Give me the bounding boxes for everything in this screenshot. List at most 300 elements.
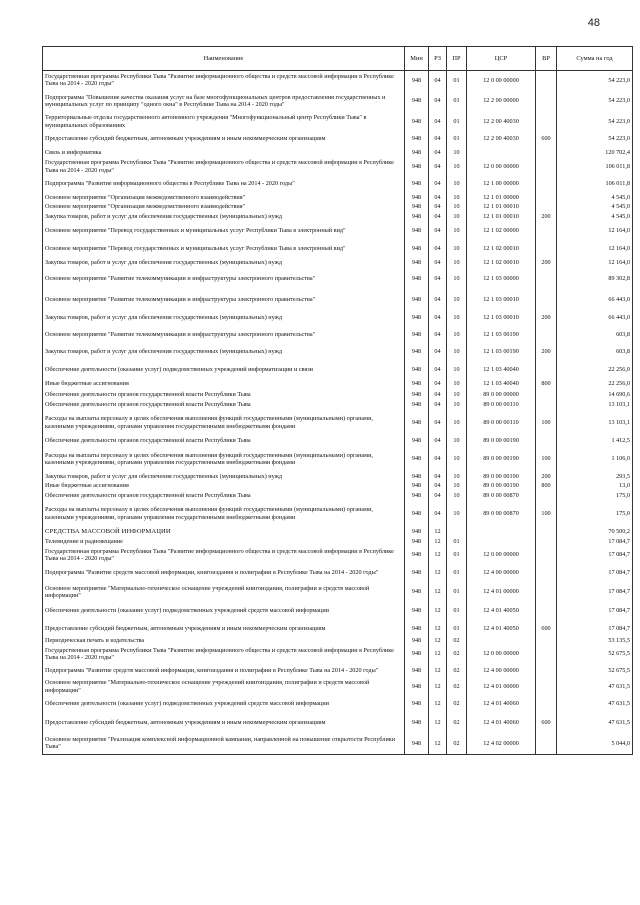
cell-csr: 89 0 00 00190: [467, 447, 536, 472]
cell-sum: 54 223,0: [557, 131, 633, 148]
cell-min: 948: [405, 602, 429, 621]
cell-csr: 12 4 01 40050: [467, 602, 536, 621]
cell-pr: 10: [447, 491, 467, 501]
cell-pr: 10: [447, 291, 467, 310]
table-row: [43, 537, 633, 547]
cell-sum: 603,8: [557, 327, 633, 344]
table-row: [43, 646, 633, 663]
table-row: [43, 447, 633, 472]
cell-rz: 04: [429, 491, 447, 501]
cell-sum: 54 223,0: [557, 113, 633, 131]
cell-rz: 04: [429, 436, 447, 447]
cell-name: СРЕДСТВА МАССОВОЙ ИНФОРМАЦИИ: [43, 527, 405, 537]
table-row: [43, 176, 633, 193]
cell-sum: 4 545,0: [557, 203, 633, 212]
cell-sum: 17 084,7: [557, 621, 633, 637]
cell-vr: 600: [536, 131, 557, 148]
cell-sum: 17 084,7: [557, 583, 633, 602]
cell-vr: [536, 491, 557, 501]
cell-min: 948: [405, 537, 429, 547]
cell-vr: 200: [536, 212, 557, 222]
cell-vr: [536, 158, 557, 176]
cell-pr: 10: [447, 258, 467, 268]
cell-rz: 04: [429, 193, 447, 203]
table-row: [43, 212, 633, 222]
cell-vr: 600: [536, 713, 557, 733]
cell-min: 948: [405, 310, 429, 327]
cell-pr: 10: [447, 240, 467, 258]
cell-rz: 12: [429, 713, 447, 733]
cell-name: Предоставление субсидий бюджетным, автономным учреждениям и иным некоммерческим организациям: [43, 131, 405, 148]
cell-vr: 100: [536, 501, 557, 527]
cell-pr: 10: [447, 268, 467, 291]
cell-csr: 12 2 00 40030: [467, 131, 536, 148]
cell-pr: 10: [447, 472, 467, 482]
cell-name: Территориальные отделы государственного автономного учреждения "Многофункциональный центр Республики Тыва" в муниципальных образованиях: [43, 113, 405, 131]
cell-min: 948: [405, 547, 429, 564]
cell-pr: 10: [447, 310, 467, 327]
cell-vr: [536, 148, 557, 158]
page-number: 48: [587, 17, 600, 29]
cell-vr: [536, 113, 557, 131]
cell-name: Подпрограмма "Повышение качества оказания услуг на базе многофункциональных центров предоставления государственных и муниципальных услуг по принципу "одного окна" в Республике Тыва на 2014 - 2020 годы": [43, 90, 405, 113]
cell-pr: 02: [447, 663, 467, 679]
cell-name: Государственная программа Республики Тыва "Развитие информационного общества и средств массовой информации в Республике Тыва на 2014 - 2020 годы": [43, 158, 405, 176]
cell-pr: 01: [447, 113, 467, 131]
cell-pr: [447, 527, 467, 537]
cell-rz: 04: [429, 361, 447, 379]
cell-sum: 54 223,0: [557, 90, 633, 113]
cell-name: Государственная программа Республики Тыва "Развитие информационного общества и средств массовой информации в Республике Тыва на 2014 - 2020 годы": [43, 547, 405, 564]
cell-vr: 100: [536, 447, 557, 472]
cell-rz: 04: [429, 400, 447, 410]
cell-pr: 02: [447, 713, 467, 733]
cell-name: Связь и информатика: [43, 148, 405, 158]
cell-min: 948: [405, 713, 429, 733]
cell-sum: 13 103,1: [557, 410, 633, 436]
cell-pr: 01: [447, 621, 467, 637]
cell-name: Основное мероприятие "Развитие телекоммуникации и инфраструктуры электронного правительства": [43, 327, 405, 344]
cell-min: 948: [405, 361, 429, 379]
header-name: Наименование: [43, 47, 405, 71]
cell-pr: 01: [447, 537, 467, 547]
cell-csr: 12 4 01 40050: [467, 621, 536, 637]
cell-csr: [467, 148, 536, 158]
cell-csr: 12 0 00 00000: [467, 547, 536, 564]
cell-vr: [536, 71, 557, 90]
cell-sum: 106 011,8: [557, 176, 633, 193]
cell-rz: 04: [429, 327, 447, 344]
cell-csr: 12 1 02 00010: [467, 240, 536, 258]
cell-pr: 10: [447, 390, 467, 400]
cell-csr: 12 4 01 00000: [467, 583, 536, 602]
cell-min: 948: [405, 222, 429, 240]
table-row: [43, 291, 633, 310]
cell-sum: 22 256,0: [557, 361, 633, 379]
cell-rz: 04: [429, 291, 447, 310]
cell-min: 948: [405, 212, 429, 222]
cell-csr: 12 1 01 00010: [467, 212, 536, 222]
cell-rz: 12: [429, 564, 447, 583]
cell-name: Обеспечение деятельности (оказание услуг) подведомственных учреждений средств массовой информации: [43, 602, 405, 621]
cell-min: 948: [405, 291, 429, 310]
cell-vr: [536, 222, 557, 240]
cell-vr: [536, 646, 557, 663]
cell-name: Основное мероприятие "Материально-техническое оснащение учреждений книгоиздания, полиграфии и средств массовой информации": [43, 679, 405, 695]
cell-rz: 04: [429, 472, 447, 482]
cell-sum: 54 223,0: [557, 71, 633, 90]
cell-vr: [536, 203, 557, 212]
cell-vr: [536, 390, 557, 400]
cell-vr: [536, 436, 557, 447]
cell-csr: 12 0 00 00000: [467, 646, 536, 663]
cell-sum: 47 631,5: [557, 679, 633, 695]
table-row: [43, 583, 633, 602]
cell-min: 948: [405, 327, 429, 344]
cell-csr: 12 1 03 40040: [467, 379, 536, 390]
cell-rz: 12: [429, 646, 447, 663]
cell-sum: 106 011,8: [557, 158, 633, 176]
cell-rz: 04: [429, 240, 447, 258]
cell-vr: [536, 291, 557, 310]
table-row: [43, 472, 633, 482]
cell-sum: 89 302,8: [557, 268, 633, 291]
cell-pr: 01: [447, 602, 467, 621]
cell-name: Обеспечение деятельности органов государственной власти Республики Тыва: [43, 390, 405, 400]
cell-min: 948: [405, 240, 429, 258]
cell-min: 948: [405, 482, 429, 491]
table-row: [43, 547, 633, 564]
cell-min: 948: [405, 131, 429, 148]
header-min: Мин: [405, 47, 429, 71]
cell-rz: 04: [429, 222, 447, 240]
cell-csr: [467, 537, 536, 547]
table-row: [43, 310, 633, 327]
table-row: [43, 390, 633, 400]
cell-rz: 04: [429, 344, 447, 361]
cell-pr: 10: [447, 148, 467, 158]
cell-pr: 10: [447, 344, 467, 361]
cell-min: 948: [405, 679, 429, 695]
table-row: [43, 491, 633, 501]
cell-csr: 12 1 01 00010: [467, 203, 536, 212]
table-header-row: [43, 47, 633, 71]
cell-csr: 12 2 00 00000: [467, 90, 536, 113]
cell-pr: 10: [447, 203, 467, 212]
cell-sum: 66 443,0: [557, 291, 633, 310]
cell-sum: 13 103,1: [557, 400, 633, 410]
cell-vr: 200: [536, 344, 557, 361]
cell-vr: [536, 733, 557, 755]
cell-name: Закупка товаров, работ и услуг для обеспечения государственных (муниципальных) нужд: [43, 212, 405, 222]
cell-min: 948: [405, 663, 429, 679]
cell-vr: 800: [536, 482, 557, 491]
cell-vr: 100: [536, 410, 557, 436]
cell-pr: 01: [447, 547, 467, 564]
header-csr: ЦСР: [467, 47, 536, 71]
cell-rz: 04: [429, 447, 447, 472]
table-row: [43, 148, 633, 158]
cell-csr: 12 2 00 40030: [467, 113, 536, 131]
cell-name: Основное мероприятие "Перевод государственных и муниципальных услуг Республики Тыва в электронный вид": [43, 240, 405, 258]
cell-rz: 04: [429, 482, 447, 491]
cell-pr: 02: [447, 637, 467, 646]
cell-csr: 89 0 00 00000: [467, 390, 536, 400]
cell-name: Закупка товаров, работ и услуг для обеспечения государственных (муниципальных) нужд: [43, 344, 405, 361]
cell-vr: [536, 679, 557, 695]
cell-rz: 04: [429, 212, 447, 222]
cell-pr: 01: [447, 90, 467, 113]
table-row: [43, 637, 633, 646]
cell-vr: [536, 547, 557, 564]
cell-csr: 12 1 03 00000: [467, 268, 536, 291]
header-pr: ПР: [447, 47, 467, 71]
cell-sum: 17 084,7: [557, 547, 633, 564]
cell-rz: 04: [429, 113, 447, 131]
cell-name: Государственная программа Республики Тыва "Развитие информационного общества и средств массовой информации в Республике Тыва на 2014 - 2020 годы": [43, 646, 405, 663]
cell-min: 948: [405, 71, 429, 90]
cell-pr: 10: [447, 400, 467, 410]
table-row: [43, 733, 633, 755]
cell-csr: 12 1 03 00010: [467, 291, 536, 310]
cell-rz: 04: [429, 310, 447, 327]
cell-name: Расходы на выплаты персоналу в целях обеспечения выполнения функций государственными (муниципальными) органами, казенными учреждениями, органами управления государственными внебюджетными фондами: [43, 447, 405, 472]
cell-vr: [536, 176, 557, 193]
table-row: [43, 400, 633, 410]
cell-csr: [467, 637, 536, 646]
cell-csr: 12 1 02 00000: [467, 222, 536, 240]
cell-pr: 10: [447, 193, 467, 203]
cell-pr: 01: [447, 583, 467, 602]
cell-pr: 02: [447, 646, 467, 663]
cell-rz: 12: [429, 679, 447, 695]
table-row: [43, 113, 633, 131]
cell-vr: [536, 602, 557, 621]
cell-sum: 12 164,0: [557, 258, 633, 268]
cell-min: 948: [405, 268, 429, 291]
cell-min: 948: [405, 646, 429, 663]
cell-csr: 12 1 03 00010: [467, 310, 536, 327]
cell-vr: [536, 663, 557, 679]
table-row: [43, 679, 633, 695]
table-row: [43, 501, 633, 527]
cell-vr: [536, 90, 557, 113]
cell-rz: 04: [429, 71, 447, 90]
table-row: [43, 327, 633, 344]
cell-name: Обеспечение деятельности (оказание услуг) подведомственных учреждений средств массовой информации: [43, 695, 405, 713]
cell-vr: [536, 240, 557, 258]
cell-sum: 12 164,0: [557, 240, 633, 258]
cell-name: Основное мероприятие "Реализация комплексной информационной кампании, направленной на повышение открытости Республики Тыва": [43, 733, 405, 755]
cell-min: 948: [405, 344, 429, 361]
cell-sum: 14 690,6: [557, 390, 633, 400]
cell-vr: 200: [536, 310, 557, 327]
cell-rz: 04: [429, 258, 447, 268]
table-row: [43, 695, 633, 713]
cell-csr: 12 1 00 00000: [467, 176, 536, 193]
cell-rz: 12: [429, 621, 447, 637]
cell-vr: 200: [536, 258, 557, 268]
cell-name: Основное мероприятие "Организация межведомственного взаимодействия": [43, 193, 405, 203]
cell-rz: 12: [429, 733, 447, 755]
cell-pr: 10: [447, 436, 467, 447]
cell-min: 948: [405, 158, 429, 176]
table-row: [43, 621, 633, 637]
cell-sum: 13,0: [557, 482, 633, 491]
cell-name: Обеспечение деятельности (оказание услуг) подведомственных учреждений информатизации и связи: [43, 361, 405, 379]
cell-pr: 10: [447, 176, 467, 193]
cell-rz: 04: [429, 390, 447, 400]
cell-vr: [536, 527, 557, 537]
cell-pr: 10: [447, 410, 467, 436]
cell-name: Подпрограмма "Развитие информационного общества в Республике Тыва на 2014 - 2020 годы": [43, 176, 405, 193]
cell-csr: 12 4 01 00000: [467, 679, 536, 695]
table-row: [43, 410, 633, 436]
cell-name: Основное мероприятие "Организация межведомственного взаимодействия": [43, 203, 405, 212]
cell-rz: 04: [429, 203, 447, 212]
cell-sum: 70 500,2: [557, 527, 633, 537]
cell-min: 948: [405, 390, 429, 400]
cell-vr: 200: [536, 472, 557, 482]
cell-min: 948: [405, 472, 429, 482]
cell-csr: 12 4 00 00000: [467, 564, 536, 583]
cell-pr: 10: [447, 501, 467, 527]
table-row: [43, 564, 633, 583]
cell-pr: 10: [447, 361, 467, 379]
table-row: [43, 71, 633, 90]
table-row: [43, 482, 633, 491]
table-row: [43, 602, 633, 621]
cell-sum: 175,0: [557, 501, 633, 527]
cell-name: Иные бюджетные ассигнования: [43, 482, 405, 491]
cell-csr: 89 0 00 00870: [467, 491, 536, 501]
table-row: [43, 713, 633, 733]
cell-sum: 603,8: [557, 344, 633, 361]
cell-name: Закупка товаров, работ и услуг для обеспечения государственных (муниципальных) нужд: [43, 310, 405, 327]
cell-vr: 600: [536, 621, 557, 637]
cell-pr: 10: [447, 212, 467, 222]
cell-pr: 10: [447, 379, 467, 390]
cell-name: Предоставление субсидий бюджетным, автономным учреждениям и иным некоммерческим организациям: [43, 713, 405, 733]
cell-rz: 12: [429, 547, 447, 564]
cell-csr: 89 0 00 00190: [467, 436, 536, 447]
cell-rz: 04: [429, 501, 447, 527]
cell-csr: 12 1 01 00000: [467, 193, 536, 203]
cell-sum: 17 084,7: [557, 537, 633, 547]
cell-vr: 800: [536, 379, 557, 390]
cell-csr: 12 1 03 00190: [467, 344, 536, 361]
cell-min: 948: [405, 203, 429, 212]
cell-sum: 52 675,5: [557, 646, 633, 663]
header-sum: Сумма на год: [557, 47, 633, 71]
cell-name: Основное мероприятие "Развитие телекоммуникации и инфраструктуры электронного правительства": [43, 268, 405, 291]
cell-pr: 02: [447, 695, 467, 713]
cell-vr: [536, 400, 557, 410]
cell-csr: 12 1 03 00190: [467, 327, 536, 344]
cell-sum: 17 084,7: [557, 564, 633, 583]
cell-sum: 4 545,0: [557, 212, 633, 222]
cell-name: Телевидение и радиовещание: [43, 537, 405, 547]
table-body: [43, 71, 633, 755]
cell-rz: 04: [429, 379, 447, 390]
cell-min: 948: [405, 491, 429, 501]
cell-rz: 12: [429, 527, 447, 537]
cell-sum: 22 256,0: [557, 379, 633, 390]
cell-min: 948: [405, 400, 429, 410]
cell-min: 948: [405, 176, 429, 193]
table-row: [43, 193, 633, 203]
table-row: [43, 663, 633, 679]
table-row: [43, 90, 633, 113]
cell-min: 948: [405, 527, 429, 537]
cell-min: 948: [405, 447, 429, 472]
cell-vr: [536, 361, 557, 379]
header-rz: РЗ: [429, 47, 447, 71]
cell-sum: 52 675,5: [557, 663, 633, 679]
cell-min: 948: [405, 148, 429, 158]
cell-vr: [536, 193, 557, 203]
cell-csr: 12 1 02 00010: [467, 258, 536, 268]
cell-rz: 12: [429, 537, 447, 547]
cell-sum: 1 412,5: [557, 436, 633, 447]
cell-rz: 04: [429, 148, 447, 158]
budget-table: [42, 46, 633, 755]
cell-pr: 01: [447, 71, 467, 90]
cell-csr: 89 0 00 00110: [467, 400, 536, 410]
table-row: [43, 203, 633, 212]
cell-pr: 02: [447, 733, 467, 755]
cell-min: 948: [405, 410, 429, 436]
cell-sum: 66 443,0: [557, 310, 633, 327]
cell-csr: 89 0 00 00190: [467, 482, 536, 491]
cell-name: Закупка товаров, работ и услуг для обеспечения государственных (муниципальных) нужд: [43, 472, 405, 482]
cell-min: 948: [405, 258, 429, 268]
cell-vr: [536, 637, 557, 646]
cell-sum: 17 084,7: [557, 602, 633, 621]
cell-min: 948: [405, 637, 429, 646]
cell-pr: 10: [447, 222, 467, 240]
cell-vr: [536, 327, 557, 344]
cell-rz: 12: [429, 637, 447, 646]
cell-name: Обеспечение деятельности органов государственной власти Республики Тыва: [43, 400, 405, 410]
cell-min: 948: [405, 564, 429, 583]
cell-min: 948: [405, 583, 429, 602]
cell-pr: 01: [447, 131, 467, 148]
cell-rz: 04: [429, 268, 447, 291]
cell-pr: 01: [447, 564, 467, 583]
cell-csr: 89 0 00 00870: [467, 501, 536, 527]
cell-sum: 47 631,5: [557, 713, 633, 733]
cell-csr: [467, 527, 536, 537]
cell-name: Государственная программа Республики Тыва "Развитие информационного общества и средств массовой информации в Республике Тыва на 2014 - 2020 годы": [43, 71, 405, 90]
cell-name: Периодическая печать и издательства: [43, 637, 405, 646]
cell-rz: 04: [429, 131, 447, 148]
cell-csr: 12 4 01 40060: [467, 713, 536, 733]
table-row: [43, 131, 633, 148]
cell-rz: 12: [429, 663, 447, 679]
table-row: [43, 344, 633, 361]
cell-rz: 12: [429, 602, 447, 621]
table-row: [43, 361, 633, 379]
cell-pr: 10: [447, 447, 467, 472]
cell-min: 948: [405, 501, 429, 527]
table-row: [43, 379, 633, 390]
cell-csr: 12 0 00 00000: [467, 158, 536, 176]
cell-min: 948: [405, 436, 429, 447]
cell-name: Основное мероприятие "Материально-техническое оснащение учреждений книгоиздания, полиграфии и средств массовой информации": [43, 583, 405, 602]
cell-min: 948: [405, 90, 429, 113]
cell-sum: 120 702,4: [557, 148, 633, 158]
